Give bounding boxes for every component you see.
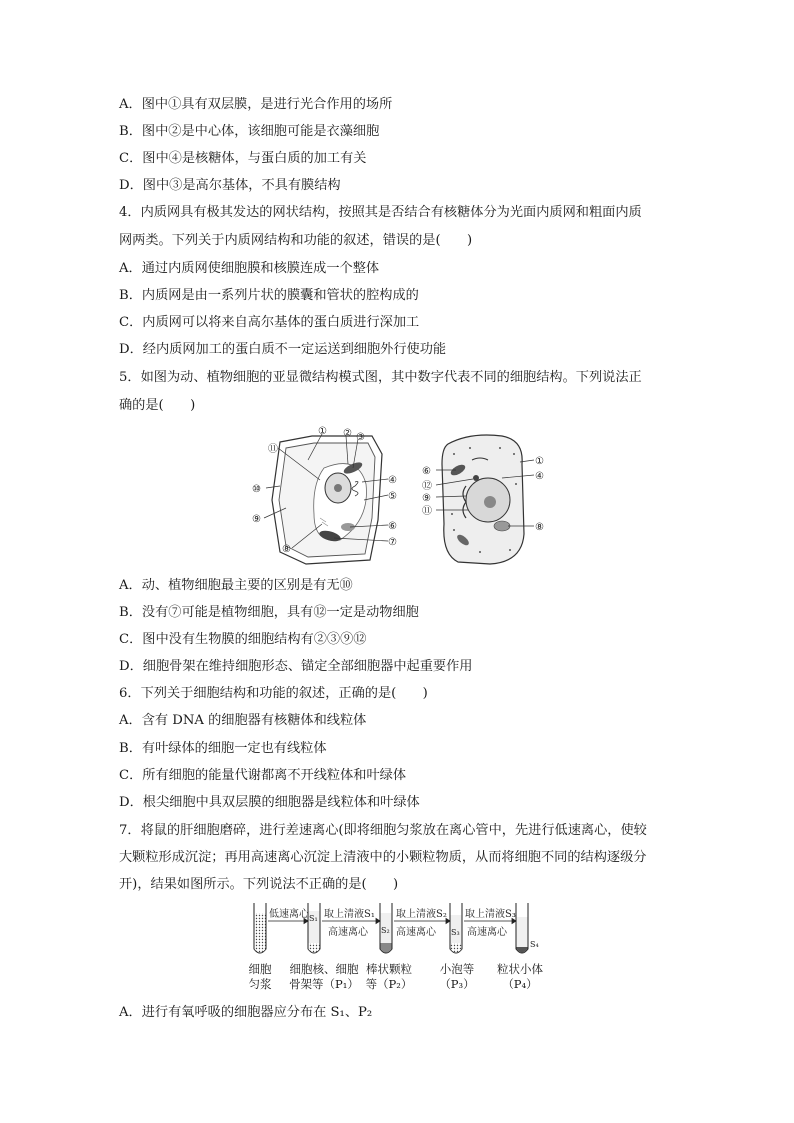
q6-stem: 6．下列关于细胞结构和功能的叙述，正确的是( ) <box>119 686 428 701</box>
step-take-s3: 取上清液S₃ <box>465 909 516 920</box>
tube-s4-label: S₄ <box>530 940 539 949</box>
animal-label-9: ⑨ <box>422 493 431 504</box>
step-low-speed: 低速离心 <box>269 909 309 920</box>
animal-label-4: ④ <box>535 471 544 482</box>
step-high-speed-3: 高速离心 <box>467 927 507 938</box>
q7-stem-line2: 大颗粒形成沉淀；再用高速离心沉淀上清液中的小颗粒物质，从而将细胞不同的结构逐级分 <box>119 850 647 865</box>
q5-stem-line2: 确的是( ) <box>119 398 196 413</box>
animal-label-8: ⑧ <box>535 522 544 533</box>
q5-stem-line1: 5．如图为动、植物细胞的亚显微结构模式图，其中数字代表不同的细胞结构。下列说法正 <box>119 370 642 385</box>
animal-cell-drawing <box>442 435 524 564</box>
caption-homogenate-2: 匀浆 <box>248 977 272 991</box>
plant-label-11: ⑪ <box>268 444 278 455</box>
plant-label-9: ⑨ <box>252 514 261 525</box>
plant-label-10: ⑩ <box>252 484 261 495</box>
q6-option-c: C．所有细胞的能量代谢都离不开线粒体和叶绿体 <box>119 768 407 783</box>
cell-diagram-figure <box>240 424 560 570</box>
q3-option-b: B．图中②是中心体，该细胞可能是衣藻细胞 <box>119 124 380 139</box>
q5-option-d: D．细胞骨架在维持细胞形态、锚定全部细胞器中起重要作用 <box>119 659 473 674</box>
centrifugation-figure <box>246 899 546 961</box>
plant-label-6: ⑥ <box>388 521 397 532</box>
step-high-speed-2: 高速离心 <box>396 927 436 938</box>
q7-option-a: A．进行有氧呼吸的细胞器应分布在 S₁、P₂ <box>119 1005 373 1020</box>
q7-stem-line3: 开)，结果如图所示。下列说法不正确的是( ) <box>119 877 399 892</box>
q4-option-a: A．通过内质网使细胞膜和核膜连成一个整体 <box>119 261 380 276</box>
step-take-s2: 取上清液S₂ <box>396 909 447 920</box>
plant-label-5: ⑤ <box>388 491 397 502</box>
caption-p1-2: 骨架等（P₁） <box>289 977 359 991</box>
q6-option-d: D．根尖细胞中具双层膜的细胞器是线粒体和叶绿体 <box>119 795 420 810</box>
q4-stem-line1: 4．内质网具有极其发达的网状结构，按照其是否结合有核糖体分为光面内质网和粗面内质 <box>119 205 642 220</box>
tube-s2-label: S₂ <box>381 926 390 935</box>
q5-option-c: C．图中没有生物膜的细胞结构有②③⑨⑫ <box>119 632 367 647</box>
tube-s1-label: S₁ <box>309 914 318 923</box>
caption-p4-1: 粒状小体 <box>497 962 543 976</box>
q4-option-d: D．经内质网加工的蛋白质不一定运送到细胞外行使功能 <box>119 342 447 357</box>
caption-homogenate-1: 细胞 <box>248 962 272 976</box>
q3-option-d: D．图中③是高尔基体，不具有膜结构 <box>119 178 341 193</box>
plant-label-2: ② <box>343 428 352 439</box>
q6-option-b: B．有叶绿体的细胞一定也有线粒体 <box>119 741 327 756</box>
plant-label-3: ③ <box>356 432 365 443</box>
caption-p2-1: 棒状颗粒 <box>366 962 412 976</box>
q3-option-c: C．图中④是核糖体，与蛋白质的加工有关 <box>119 151 367 166</box>
q4-option-c: C．内质网可以将来自高尔基体的蛋白质进行深加工 <box>119 315 420 330</box>
caption-p1-1: 细胞核、细胞 <box>289 962 359 976</box>
q7-stem-line1: 7．将鼠的肝细胞磨碎，进行差速离心(即将细胞匀浆放在离心管中，先进行低速离心，使较 <box>119 823 647 838</box>
plant-label-8: ⑧ <box>282 544 291 555</box>
animal-label-11: ⑪ <box>422 506 432 517</box>
animal-label-1: ① <box>535 456 544 467</box>
tube-5 <box>516 903 528 953</box>
step-take-s1: 取上清液S₁ <box>324 909 375 920</box>
q5-option-a: A．动、植物细胞最主要的区别是有无⑩ <box>119 578 353 593</box>
step-high-speed-1: 高速离心 <box>328 927 368 938</box>
caption-p3-1: 小泡等 <box>439 962 475 976</box>
plant-label-7: ⑦ <box>388 537 397 548</box>
caption-p4-2: （P₄） <box>502 977 538 991</box>
caption-p2-2: 等（P₂） <box>365 977 413 991</box>
q4-option-b: B．内质网是由一系列片状的膜囊和管状的腔构成的 <box>119 288 419 303</box>
tube-2 <box>308 903 320 953</box>
tube-s3-label: S₃ <box>451 928 460 937</box>
q4-stem-line2: 网两类。下列关于内质网结构和功能的叙述，错误的是( ) <box>119 233 473 248</box>
q3-option-a: A．图中①具有双层膜，是进行光合作用的场所 <box>119 97 393 112</box>
q6-option-a: A．含有 DNA 的细胞器有核糖体和线粒体 <box>119 713 367 728</box>
tube-homogenate <box>254 903 266 953</box>
q5-option-b: B．没有⑦可能是植物细胞，具有⑫一定是动物细胞 <box>119 605 419 620</box>
plant-label-1: ① <box>318 426 327 437</box>
caption-p3-2: （P₃） <box>439 977 475 991</box>
animal-label-12: ⑫ <box>422 481 432 492</box>
animal-label-6: ⑥ <box>422 466 431 477</box>
plant-label-4: ④ <box>388 475 397 486</box>
